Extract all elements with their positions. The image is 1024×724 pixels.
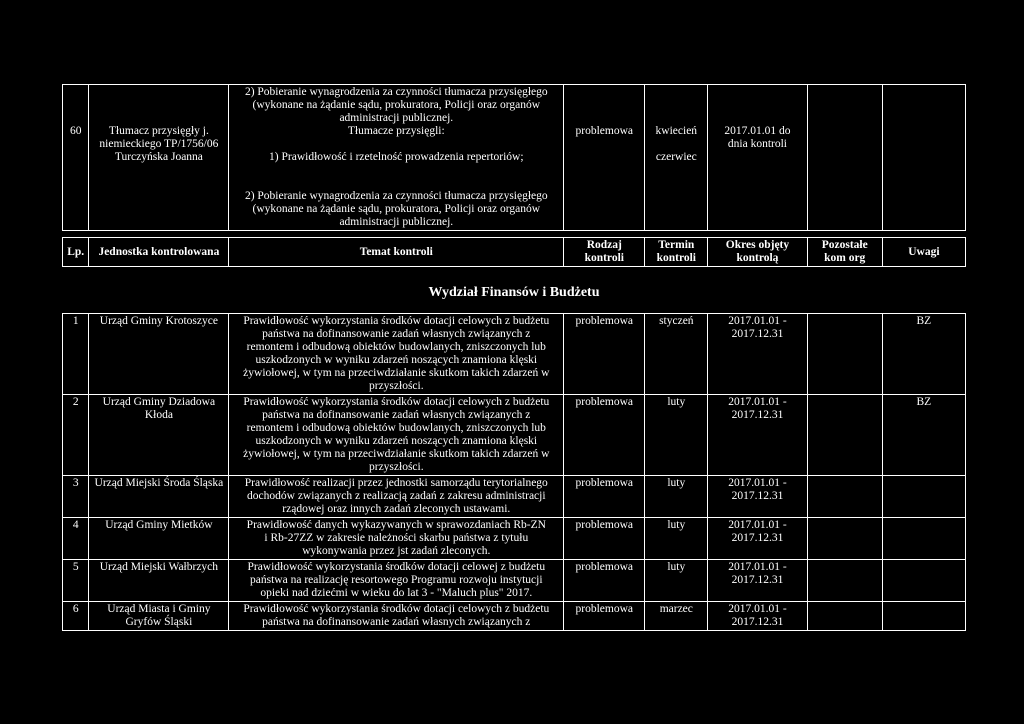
- topic-line: państwa na dofinansowanie zadań własnych związanych z: [262, 616, 531, 628]
- term-cell: styczeń: [645, 314, 708, 395]
- term-cell: luty: [645, 560, 708, 602]
- period-line: 2017.01.01 -: [728, 603, 787, 615]
- period-line: 2017.12.31: [731, 532, 784, 544]
- topic-line: remontem i odbudową obiektów budowlanych, zniszczonych lub: [246, 341, 546, 353]
- section-title: Wydział Finansów i Budżetu: [428, 285, 600, 300]
- topic-line: Prawidłowość realizacji przez jednostki samorządu terytorialnego: [244, 477, 548, 489]
- topic-line: państwa na realizację resortowego Programu rozwoju instytucji: [250, 574, 543, 586]
- continuation-table: [62, 84, 966, 231]
- topic-line: Prawidłowość danych wykazywanych w sprawozdaniach Rb-ZN: [246, 519, 546, 531]
- remaining-cell: [807, 395, 882, 476]
- topic-line: przyszłości.: [368, 380, 424, 392]
- period-cell: [708, 395, 807, 476]
- header-unit: Jednostka kontrolowana: [89, 238, 229, 267]
- type-cell: problemowa: [564, 85, 645, 231]
- type-cell: problemowa: [564, 602, 645, 631]
- topic-line: (wykonane na żądanie sądu, prokuratora, Policji oraz organów: [252, 99, 541, 111]
- topic-line: Prawidłowość wykorzystania środków dotacji celowej z budżetu: [247, 561, 546, 573]
- remaining-cell: [807, 314, 882, 395]
- row-number: 4: [63, 518, 89, 560]
- period-line: 2017.01.01 -: [728, 315, 787, 327]
- topic-line: 2) Pobieranie wynagrodzenia za czynności tłumacza przysięgłego: [244, 190, 548, 202]
- control-table: [62, 313, 966, 631]
- table-row: [63, 395, 966, 476]
- header-topic: Temat kontroli: [229, 238, 564, 267]
- topic-line: Prawidłowość wykorzystania środków dotacji celowych z budżetu: [243, 315, 550, 327]
- term-cell: marzec: [645, 602, 708, 631]
- notes-cell: [882, 85, 965, 231]
- header-lp: Lp.: [63, 238, 89, 267]
- term-cell: luty: [645, 395, 708, 476]
- topic-cell: [229, 395, 564, 476]
- unit-line: Tłumacz przysięgły j.: [108, 125, 209, 137]
- row-number: 5: [63, 560, 89, 602]
- topic-cell: [229, 518, 564, 560]
- topic-cell: [229, 476, 564, 518]
- remaining-cell: [807, 476, 882, 518]
- period-line: 2017.01.01 -: [728, 519, 787, 531]
- period-line: 2017.12.31: [731, 328, 784, 340]
- header-term: Termin kontroli: [645, 238, 708, 267]
- topic-line: żywiołowej, w tym na przeciwdziałanie skutkom takich zdarzeń w: [243, 367, 550, 379]
- period-line: 2017.12.31: [731, 574, 784, 586]
- notes-cell: [882, 518, 965, 560]
- topic-line: 1) Prawidłowość i rzetelność prowadzenia repertoriów;: [269, 151, 524, 163]
- topic-cell: [229, 314, 564, 395]
- topic-line: administracji publicznej.: [339, 216, 454, 228]
- table-body: [63, 314, 966, 631]
- topic-line: (wykonane na żądanie sądu, prokuratora, Policji oraz organów: [252, 203, 541, 215]
- period-cell: [708, 314, 807, 395]
- topic-line: wykonywania przez jst zadań zleconych.: [302, 545, 491, 557]
- header-notes: Uwagi: [882, 238, 965, 267]
- unit-cell: Urząd Gminy Dziadowa Kłoda: [89, 395, 229, 476]
- topic-line: przyszłości.: [368, 461, 424, 473]
- header-type: Rodzaj kontroli: [564, 238, 645, 267]
- period-cell: 2017.01.01 do dnia kontroli: [708, 85, 807, 231]
- unit-cell: [89, 85, 229, 231]
- period-cell: [708, 602, 807, 631]
- table-row: [63, 476, 966, 518]
- table-row: [63, 602, 966, 631]
- table-row: [63, 314, 966, 395]
- notes-cell: BZ: [882, 395, 965, 476]
- term-cell: luty: [645, 476, 708, 518]
- remaining-cell: [807, 560, 882, 602]
- table-row: [63, 560, 966, 602]
- term-cell: kwiecień czerwiec: [645, 85, 708, 231]
- topic-line: opieki nad dziećmi w wieku do lat 3 - "Maluch plus" 2017.: [260, 587, 533, 599]
- row-number: 60: [63, 85, 89, 231]
- unit-cell: Urząd Miasta i Gminy Gryfów Śląski: [89, 602, 229, 631]
- topic-cell: [229, 560, 564, 602]
- period-line: 2017.12.31: [731, 409, 784, 421]
- topic-line: 2) Pobieranie wynagrodzenia za czynności tłumacza przysięgłego: [244, 86, 548, 98]
- remaining-cell: [807, 518, 882, 560]
- topic-line: uszkodzonych w wyniku zdarzeń noszących znamiona klęski: [255, 354, 538, 366]
- unit-line: niemieckiego TP/1756/06: [99, 138, 219, 150]
- topic-line: Prawidłowość wykorzystania środków dotacji celowych z budżetu: [243, 396, 550, 408]
- notes-cell: BZ: [882, 314, 965, 395]
- period-cell: [708, 518, 807, 560]
- topic-heading: Tłumacze przysięgli:: [347, 125, 445, 137]
- topic-cell: [229, 602, 564, 631]
- topic-line: rządowej oraz innych zadań zleconych ustawami.: [282, 503, 511, 515]
- type-cell: problemowa: [564, 518, 645, 560]
- topic-line: remontem i odbudową obiektów budowlanych, zniszczonych lub: [246, 422, 546, 434]
- unit-cell: Urząd Gminy Krotoszyce: [89, 314, 229, 395]
- topic-line: Prawidłowość wykorzystania środków dotacji celowych z budżetu: [243, 603, 550, 615]
- type-cell: problemowa: [564, 395, 645, 476]
- type-cell: problemowa: [564, 560, 645, 602]
- row-number: 2: [63, 395, 89, 476]
- period-line: 2017.01.01 -: [728, 561, 787, 573]
- unit-cell: Urząd Miejski Środa Śląska: [89, 476, 229, 518]
- header-remaining: Pozostałe kom org: [807, 238, 882, 267]
- period-cell: [708, 476, 807, 518]
- period-line: 2017.12.31: [731, 490, 784, 502]
- header-table: [62, 237, 966, 267]
- topic-line: administracji publicznej.: [339, 112, 454, 124]
- unit-cell: Urząd Miejski Wałbrzych: [89, 560, 229, 602]
- topic-line: państwa na dofinansowanie zadań własnych związanych z: [262, 328, 531, 340]
- table-row: [63, 518, 966, 560]
- row-number: 6: [63, 602, 89, 631]
- period-line: 2017.12.31: [731, 616, 784, 628]
- term-cell: luty: [645, 518, 708, 560]
- remaining-cell: [807, 85, 882, 231]
- notes-cell: [882, 602, 965, 631]
- period-line: 2017.01.01 -: [728, 396, 787, 408]
- row-number: 1: [63, 314, 89, 395]
- topic-line: uszkodzonych w wyniku zdarzeń noszących znamiona klęski: [255, 435, 538, 447]
- header-row: [63, 238, 966, 267]
- type-cell: problemowa: [564, 476, 645, 518]
- topic-line: państwa na dofinansowanie zadań własnych związanych z: [262, 409, 531, 421]
- row-number: 3: [63, 476, 89, 518]
- type-cell: problemowa: [564, 314, 645, 395]
- unit-line: Turczyńska Joanna: [114, 151, 203, 163]
- notes-cell: [882, 476, 965, 518]
- topic-line: i Rb-27ZZ w zakresie należności skarbu państwa z tytułu: [264, 532, 529, 544]
- period-line: 2017.01.01 -: [728, 477, 787, 489]
- table-row: [63, 85, 966, 231]
- unit-cell: Urząd Gminy Mietków: [89, 518, 229, 560]
- header-period: Okres objęty kontrolą: [708, 238, 807, 267]
- period-cell: [708, 560, 807, 602]
- topic-cell: [229, 85, 564, 231]
- notes-cell: [882, 560, 965, 602]
- topic-line: dochodów związanych z realizacją zadań z zakresu administracji: [247, 490, 546, 502]
- remaining-cell: [807, 602, 882, 631]
- topic-line: żywiołowej, w tym na przeciwdziałanie skutkom takich zdarzeń w: [243, 448, 550, 460]
